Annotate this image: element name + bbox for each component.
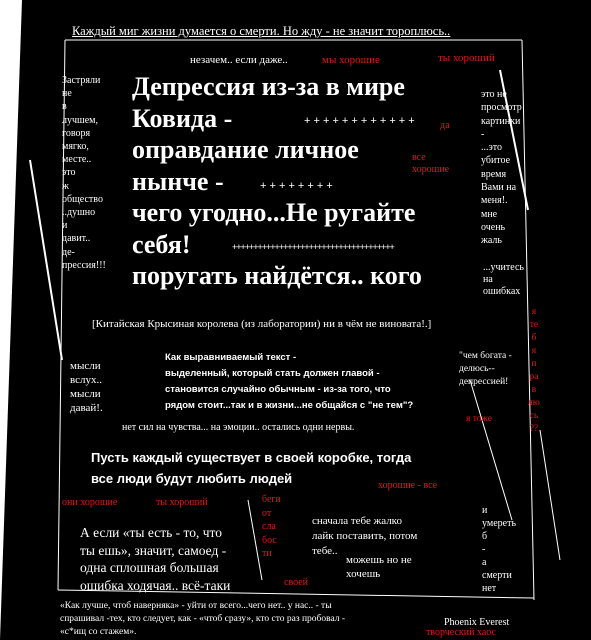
esli-ty-text: А если «ты есть - то, что ты ешь», значит, самоед - одна сплошная большая ошибка ходячая.. всё-таки <box>80 525 231 593</box>
umeret-text: и умереть б - а смерти нет <box>482 505 517 594</box>
plus-row: + + + + + + + + + + + + <box>304 115 415 127</box>
header-text: Каждый миг жизни думается о смерти. Но жду - не значит тороплюсь.. <box>72 24 451 38</box>
top-phrase: незачем.. если даже.. <box>190 54 288 66</box>
plus-row: + + + + + + + + <box>260 180 333 192</box>
mozhesh-text: можешь но не хочешь <box>346 554 412 580</box>
red-note-svoey: своей <box>284 577 309 588</box>
red-note-vse-horoshie: все хорошие <box>412 152 450 175</box>
uchites-text: ...учитесь на ошибках <box>483 262 524 297</box>
red-note-oni-horoshie: они хорошие <box>62 497 118 508</box>
red-note-ya-tozhe: я тоже <box>466 414 492 424</box>
red-note-haos: творческий хаос <box>426 627 496 638</box>
paragraph-text: Как выравниваемый текст - выделенный, который стать должен главой - становится случайно обычным - из-за того, что рядом стоит...так и в жизни...не общайся с "не тем"? <box>165 352 414 411</box>
top-red-phrase: ты хороший <box>438 52 495 64</box>
mysli-text: мысли вслух.. мысли давай!. <box>70 360 103 414</box>
quote-right: "чем богата - делюсь-- депрессией! <box>459 351 512 387</box>
right-column-text: это не просмотр картинки - ...это убитое время Вами на меня!. мне очень жаль <box>481 89 522 247</box>
red-note-ty-horoshiy: ты хороший <box>156 497 208 508</box>
top-red-phrase: мы хорошие <box>322 54 380 66</box>
net-sil-text: нет сил на чувства... на эмоции.. остались одни нервы. <box>122 422 355 433</box>
chinese-queen-text: [Китайская Крысиная королева (из лаборатории) ни в чём не виновата!.] <box>92 318 432 330</box>
red-note-horoshie-vse: хорошие - все <box>378 480 438 491</box>
red-vertical-text: я те б я п ра в лю сь ?? <box>528 307 540 434</box>
signature: Phoenix Everest <box>444 617 510 628</box>
box-line: Пусть каждый существует в своей коробке, тогда все люди будут любить людей <box>91 450 412 486</box>
red-note-da: да <box>440 120 450 131</box>
footer-text: «Как лучше, чтоб наверняка» - уйти от всего...чего нет.. у нас.. - ты спрашивал -тех, кто следует, как - «чтоб сразу», кто сто раз пробовал - «с*ищ со стажем». <box>60 601 346 637</box>
left-column-text: Застряли не в лучшем, говоря мягко, месте.. это ж общество ..душно и давит.. де- прессия!!! <box>62 75 106 271</box>
snachala-text: сначала тебе жалко лайк поставить, потом тебе.. <box>312 515 418 557</box>
main-title: Депрессия из-за в мире Ковида - оправдание личное нынче - чего угодно...Не ругайте себя! поругать найдётся.. кого <box>132 72 422 290</box>
plus-row: ++++++++++++++++++++++++++++++++++++++ <box>232 242 394 252</box>
red-note-begi: беги от сла бос ти <box>262 494 281 559</box>
